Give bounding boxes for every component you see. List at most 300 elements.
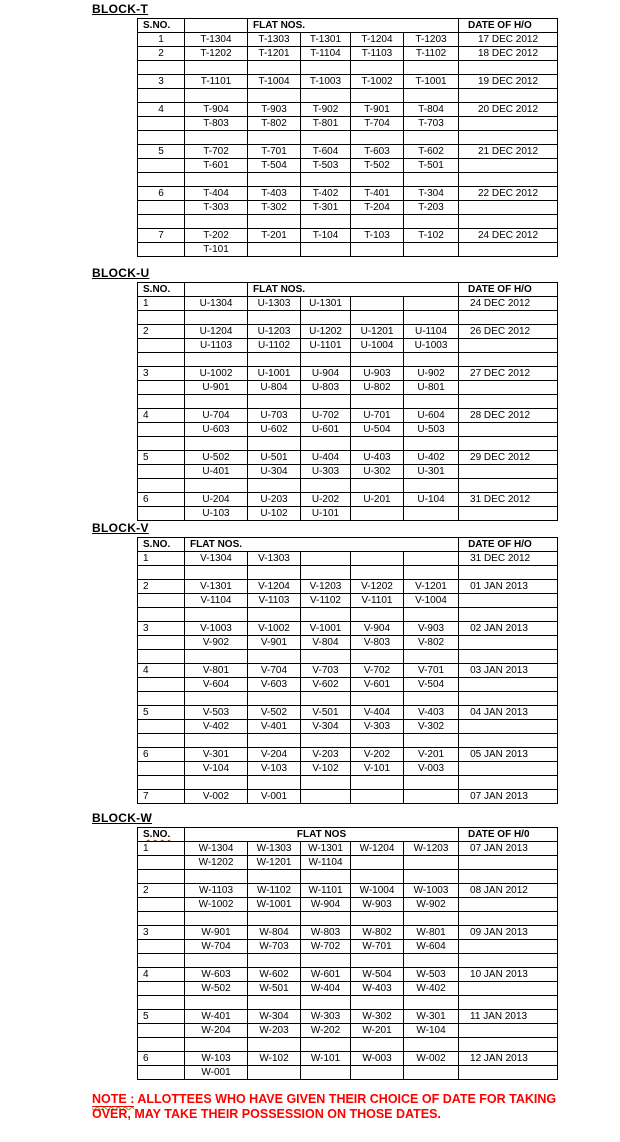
flat-cell — [185, 437, 248, 451]
sno-cell: 4 — [138, 103, 185, 117]
flat-cell — [351, 650, 404, 664]
table-header-row — [138, 19, 558, 33]
sno-cell — [138, 131, 185, 145]
flat-cell — [248, 89, 301, 103]
sno-cell: 3 — [138, 926, 185, 940]
flat-cell: U-502 — [185, 451, 248, 465]
flat-cell: W-1202 — [185, 856, 248, 870]
flat-cell: T-602 — [404, 145, 459, 159]
sno-cell — [138, 594, 185, 608]
flat-cell — [248, 61, 301, 75]
flat-cell: V-504 — [404, 678, 459, 692]
flat-cell: T-802 — [248, 117, 301, 131]
flat-cell: V-103 — [248, 762, 301, 776]
flat-cell: W-402 — [404, 982, 459, 996]
flat-cell: T-1102 — [404, 47, 459, 61]
flat-cell — [351, 1066, 404, 1080]
flat-cell: V-801 — [185, 664, 248, 678]
date-cell — [459, 381, 558, 395]
flat-cell: T-402 — [301, 187, 351, 201]
flat-cell: V-902 — [185, 636, 248, 650]
sno-cell — [138, 912, 185, 926]
flat-cell — [404, 311, 459, 325]
flat-cell: T-604 — [301, 145, 351, 159]
flat-cell: U-1102 — [248, 339, 301, 353]
flat-cell — [404, 856, 459, 870]
table-row — [138, 465, 558, 479]
spacer-row — [138, 566, 558, 580]
flat-cell: V-803 — [351, 636, 404, 650]
sno-cell — [138, 173, 185, 187]
date-header: DATE OF H/0 — [459, 828, 558, 842]
sno-cell: 1 — [138, 33, 185, 47]
table-row — [138, 1024, 558, 1038]
spacer-row — [138, 692, 558, 706]
table-row — [138, 367, 558, 381]
flat-cell — [248, 912, 301, 926]
flat-cell — [404, 1038, 459, 1052]
flat-cell: U-404 — [301, 451, 351, 465]
flat-cell: V-802 — [404, 636, 459, 650]
table-row — [138, 1010, 558, 1024]
sno-cell: 1 — [138, 552, 185, 566]
flat-cell: W-804 — [248, 926, 301, 940]
date-cell — [459, 762, 558, 776]
table-row — [138, 243, 558, 257]
date-cell: 09 JAN 2013 — [459, 926, 558, 940]
flat-cell — [301, 353, 351, 367]
flat-cell: V-101 — [351, 762, 404, 776]
flat-cell — [301, 650, 351, 664]
flat-cell: T-1104 — [301, 47, 351, 61]
table-row — [138, 47, 558, 61]
table-row — [138, 229, 558, 243]
flat-cell: V-404 — [351, 706, 404, 720]
flat-cell — [301, 89, 351, 103]
flat-cell: V-502 — [248, 706, 301, 720]
sno-cell — [138, 734, 185, 748]
date-cell: 24 DEC 2012 — [459, 297, 558, 311]
table-row — [138, 493, 558, 507]
handover-table — [137, 18, 558, 257]
flat-cell: T-104 — [301, 229, 351, 243]
date-cell — [459, 636, 558, 650]
flat-cell: T-401 — [351, 187, 404, 201]
flat-cell: W-902 — [404, 898, 459, 912]
date-cell — [459, 912, 558, 926]
flat-cell: V-302 — [404, 720, 459, 734]
flat-cell — [185, 996, 248, 1010]
flat-cell — [351, 89, 404, 103]
table-row — [138, 552, 558, 566]
date-cell — [459, 1024, 558, 1038]
flat-cell — [248, 776, 301, 790]
flat-cell: U-604 — [404, 409, 459, 423]
flat-cell: T-304 — [404, 187, 459, 201]
block-section-w — [92, 811, 558, 1080]
flat-cell — [301, 437, 351, 451]
flat-cell: V-304 — [301, 720, 351, 734]
table-row — [138, 117, 558, 131]
date-cell — [459, 678, 558, 692]
flat-cell: W-204 — [185, 1024, 248, 1038]
flat-cell — [185, 912, 248, 926]
date-cell: 08 JAN 2012 — [459, 884, 558, 898]
flat-cell: W-1101 — [301, 884, 351, 898]
sno-cell — [138, 720, 185, 734]
flat-cell — [404, 1066, 459, 1080]
flat-cell — [301, 243, 351, 257]
date-cell — [459, 982, 558, 996]
table-row — [138, 636, 558, 650]
sno-cell: 2 — [138, 580, 185, 594]
flat-cell: W-603 — [185, 968, 248, 982]
date-cell: 01 JAN 2013 — [459, 580, 558, 594]
flat-cell: W-802 — [351, 926, 404, 940]
flat-cell: W-301 — [404, 1010, 459, 1024]
sno-cell — [138, 954, 185, 968]
flat-cell: U-202 — [301, 493, 351, 507]
flat-cell: U-804 — [248, 381, 301, 395]
flat-cell — [185, 131, 248, 145]
flat-cell: U-1203 — [248, 325, 301, 339]
date-cell: 27 DEC 2012 — [459, 367, 558, 381]
sno-cell — [138, 437, 185, 451]
sno-cell: 3 — [138, 367, 185, 381]
date-cell — [459, 566, 558, 580]
table-row — [138, 381, 558, 395]
sno-cell: 5 — [138, 145, 185, 159]
flat-cell — [351, 243, 404, 257]
spacer-row — [138, 954, 558, 968]
table-row — [138, 325, 558, 339]
flat-cell: U-103 — [185, 507, 248, 521]
flat-cell — [185, 870, 248, 884]
flat-cell: W-002 — [404, 1052, 459, 1066]
date-cell — [459, 692, 558, 706]
flat-cell: T-702 — [185, 145, 248, 159]
flat-cell: U-603 — [185, 423, 248, 437]
spacer-row — [138, 395, 558, 409]
flat-cell: W-701 — [351, 940, 404, 954]
flat-cell: V-202 — [351, 748, 404, 762]
date-cell — [459, 243, 558, 257]
flat-cell: W-1204 — [351, 842, 404, 856]
table-row — [138, 187, 558, 201]
flat-cell: U-801 — [404, 381, 459, 395]
flat-cell: V-401 — [248, 720, 301, 734]
date-cell: 24 DEC 2012 — [459, 229, 558, 243]
flat-cell: T-603 — [351, 145, 404, 159]
date-cell: 07 JAN 2013 — [459, 790, 558, 804]
flat-cell: W-104 — [404, 1024, 459, 1038]
block-title: BLOCK-U — [92, 266, 150, 280]
flat-cell: T-904 — [185, 103, 248, 117]
flat-cell — [301, 395, 351, 409]
spacer-row — [138, 215, 558, 229]
flat-cell — [301, 692, 351, 706]
flat-cell — [248, 996, 301, 1010]
table-row — [138, 884, 558, 898]
flat-cell — [185, 650, 248, 664]
date-cell — [459, 996, 558, 1010]
date-cell — [459, 608, 558, 622]
flat-cell — [301, 1038, 351, 1052]
flat-cell — [404, 912, 459, 926]
flat-cell: V-1301 — [185, 580, 248, 594]
flat-cell — [404, 776, 459, 790]
sno-cell: 4 — [138, 409, 185, 423]
flat-cell: W-702 — [301, 940, 351, 954]
sno-cell — [138, 996, 185, 1010]
flat-cell: W-504 — [351, 968, 404, 982]
flat-cell — [301, 954, 351, 968]
flat-cell: W-103 — [185, 1052, 248, 1066]
flat-cell: T-201 — [248, 229, 301, 243]
flat-cell: T-302 — [248, 201, 301, 215]
sno-cell: 4 — [138, 664, 185, 678]
flat-cell — [404, 395, 459, 409]
table-row — [138, 678, 558, 692]
flat-cell: W-304 — [248, 1010, 301, 1024]
flat-cell: W-1001 — [248, 898, 301, 912]
spacer-row — [138, 912, 558, 926]
note-line2: OVER, MAY TAKE THEIR POSSESSION ON THOSE DATES. — [92, 1107, 441, 1121]
flat-cell: T-203 — [404, 201, 459, 215]
flat-cell: W-1003 — [404, 884, 459, 898]
flat-cell: U-902 — [404, 367, 459, 381]
date-cell — [459, 339, 558, 353]
table-header-row — [138, 828, 558, 842]
flat-cell: V-702 — [351, 664, 404, 678]
date-cell — [459, 437, 558, 451]
date-cell — [459, 311, 558, 325]
spacer-row — [138, 776, 558, 790]
flat-cell: W-903 — [351, 898, 404, 912]
date-cell: 03 JAN 2013 — [459, 664, 558, 678]
flat-cell: T-1004 — [248, 75, 301, 89]
flat-cell — [404, 437, 459, 451]
sno-cell: 7 — [138, 790, 185, 804]
sno-cell: 5 — [138, 451, 185, 465]
flat-cell: T-504 — [248, 159, 301, 173]
flat-cell: V-701 — [404, 664, 459, 678]
flat-cell — [185, 776, 248, 790]
flat-cell: U-1201 — [351, 325, 404, 339]
sno-cell — [138, 762, 185, 776]
flat-cell — [404, 297, 459, 311]
flat-cell — [404, 608, 459, 622]
flat-cell — [301, 790, 351, 804]
flat-cell — [404, 870, 459, 884]
flat-cell: V-402 — [185, 720, 248, 734]
flat-cell: U-201 — [351, 493, 404, 507]
date-cell: 04 JAN 2013 — [459, 706, 558, 720]
blank-header-cell — [185, 283, 248, 297]
sno-cell — [138, 395, 185, 409]
flat-cell: U-104 — [404, 493, 459, 507]
sno-cell — [138, 856, 185, 870]
handover-table — [137, 827, 558, 1080]
date-cell — [459, 89, 558, 103]
flat-cell — [404, 89, 459, 103]
sno-cell — [138, 507, 185, 521]
flat-cell: W-703 — [248, 940, 301, 954]
flat-cell: T-1202 — [185, 47, 248, 61]
flat-cell — [351, 954, 404, 968]
flat-cell — [404, 734, 459, 748]
handover-table — [137, 537, 558, 804]
flat-cell: W-601 — [301, 968, 351, 982]
date-cell — [459, 215, 558, 229]
flat-cell: W-1201 — [248, 856, 301, 870]
flat-cell: T-1101 — [185, 75, 248, 89]
flat-cell: V-903 — [404, 622, 459, 636]
flat-cell — [185, 954, 248, 968]
flat-cell — [351, 912, 404, 926]
flat-cell: W-602 — [248, 968, 301, 982]
flat-cell: T-303 — [185, 201, 248, 215]
date-cell: 29 DEC 2012 — [459, 451, 558, 465]
flat-cell: V-1104 — [185, 594, 248, 608]
table-body — [138, 538, 558, 804]
flat-cell — [248, 311, 301, 325]
flat-cell — [351, 215, 404, 229]
sno-cell — [138, 311, 185, 325]
flat-cell: W-1103 — [185, 884, 248, 898]
table-row — [138, 982, 558, 996]
note-label: NOTE : — [92, 1092, 135, 1106]
flat-cell: V-1204 — [248, 580, 301, 594]
flat-cell — [351, 131, 404, 145]
spacer-row — [138, 734, 558, 748]
table-row — [138, 1052, 558, 1066]
flat-cell: T-803 — [185, 117, 248, 131]
flat-cell — [351, 566, 404, 580]
flat-cell — [404, 131, 459, 145]
flat-cell: T-301 — [301, 201, 351, 215]
date-cell: 02 JAN 2013 — [459, 622, 558, 636]
sno-cell: 6 — [138, 493, 185, 507]
flat-cell: U-901 — [185, 381, 248, 395]
sno-header: S.NO. — [138, 19, 185, 33]
flat-cell: W-1002 — [185, 898, 248, 912]
flat-cell: V-904 — [351, 622, 404, 636]
date-cell: 22 DEC 2012 — [459, 187, 558, 201]
flat-cell — [351, 996, 404, 1010]
sno-cell: 2 — [138, 884, 185, 898]
flat-cell: U-1202 — [301, 325, 351, 339]
flat-cell — [351, 479, 404, 493]
sno-cell: 5 — [138, 706, 185, 720]
flat-cell: V-001 — [248, 790, 301, 804]
flat-cell — [185, 89, 248, 103]
flat-cell: W-1203 — [404, 842, 459, 856]
note — [92, 1092, 592, 1122]
date-cell — [459, 173, 558, 187]
flat-cell — [404, 996, 459, 1010]
flat-cell — [351, 692, 404, 706]
sno-cell: 6 — [138, 187, 185, 201]
date-cell — [459, 465, 558, 479]
flat-cell: W-1301 — [301, 842, 351, 856]
flat-cell — [404, 215, 459, 229]
flat-cell: U-102 — [248, 507, 301, 521]
sno-cell — [138, 215, 185, 229]
flat-cell: V-301 — [185, 748, 248, 762]
flat-cell: U-703 — [248, 409, 301, 423]
flat-cell: W-1104 — [301, 856, 351, 870]
table-header-row — [138, 538, 558, 552]
flat-cell — [185, 353, 248, 367]
sno-cell — [138, 89, 185, 103]
sno-cell — [138, 650, 185, 664]
spacer-row — [138, 353, 558, 367]
handover-table — [137, 282, 558, 521]
flat-cell — [351, 353, 404, 367]
flat-cell: T-202 — [185, 229, 248, 243]
flat-cell: U-501 — [248, 451, 301, 465]
flat-cell: U-1001 — [248, 367, 301, 381]
flat-cell — [248, 131, 301, 145]
flat-cell: V-1102 — [301, 594, 351, 608]
flat-cell: U-303 — [301, 465, 351, 479]
flat-cell: T-1304 — [185, 33, 248, 47]
sno-cell — [138, 479, 185, 493]
flat-cell — [351, 870, 404, 884]
flat-cell: U-1003 — [404, 339, 459, 353]
sno-cell — [138, 678, 185, 692]
flat-cell: U-1304 — [185, 297, 248, 311]
flat-cell: V-1304 — [185, 552, 248, 566]
flat-cell: T-103 — [351, 229, 404, 243]
flat-cell — [351, 395, 404, 409]
spacer-row — [138, 870, 558, 884]
flat-cell — [404, 479, 459, 493]
flat-cell: V-204 — [248, 748, 301, 762]
flat-cell: T-1201 — [248, 47, 301, 61]
flat-cell — [248, 479, 301, 493]
flat-cell: W-202 — [301, 1024, 351, 1038]
date-cell — [459, 117, 558, 131]
flat-cell — [404, 507, 459, 521]
table-row — [138, 159, 558, 173]
flat-cell: U-903 — [351, 367, 404, 381]
sno-cell — [138, 870, 185, 884]
sno-header: S.NO. — [138, 538, 185, 552]
flat-cell: U-1104 — [404, 325, 459, 339]
spacer-row — [138, 89, 558, 103]
date-cell — [459, 159, 558, 173]
flat-cell: U-1103 — [185, 339, 248, 353]
flat-cell — [185, 734, 248, 748]
date-cell — [459, 594, 558, 608]
table-row — [138, 75, 558, 89]
flat-cell: V-603 — [248, 678, 301, 692]
flat-cell: T-902 — [301, 103, 351, 117]
spacer-row — [138, 437, 558, 451]
flat-cell — [351, 297, 404, 311]
flat-cell: T-101 — [185, 243, 248, 257]
flat-cell: V-601 — [351, 678, 404, 692]
flat-cell — [248, 870, 301, 884]
flat-cell: T-1001 — [404, 75, 459, 89]
flat-cell: T-601 — [185, 159, 248, 173]
sno-cell: 1 — [138, 297, 185, 311]
date-cell: 10 JAN 2013 — [459, 968, 558, 982]
flat-cell: T-704 — [351, 117, 404, 131]
flat-cell: V-704 — [248, 664, 301, 678]
